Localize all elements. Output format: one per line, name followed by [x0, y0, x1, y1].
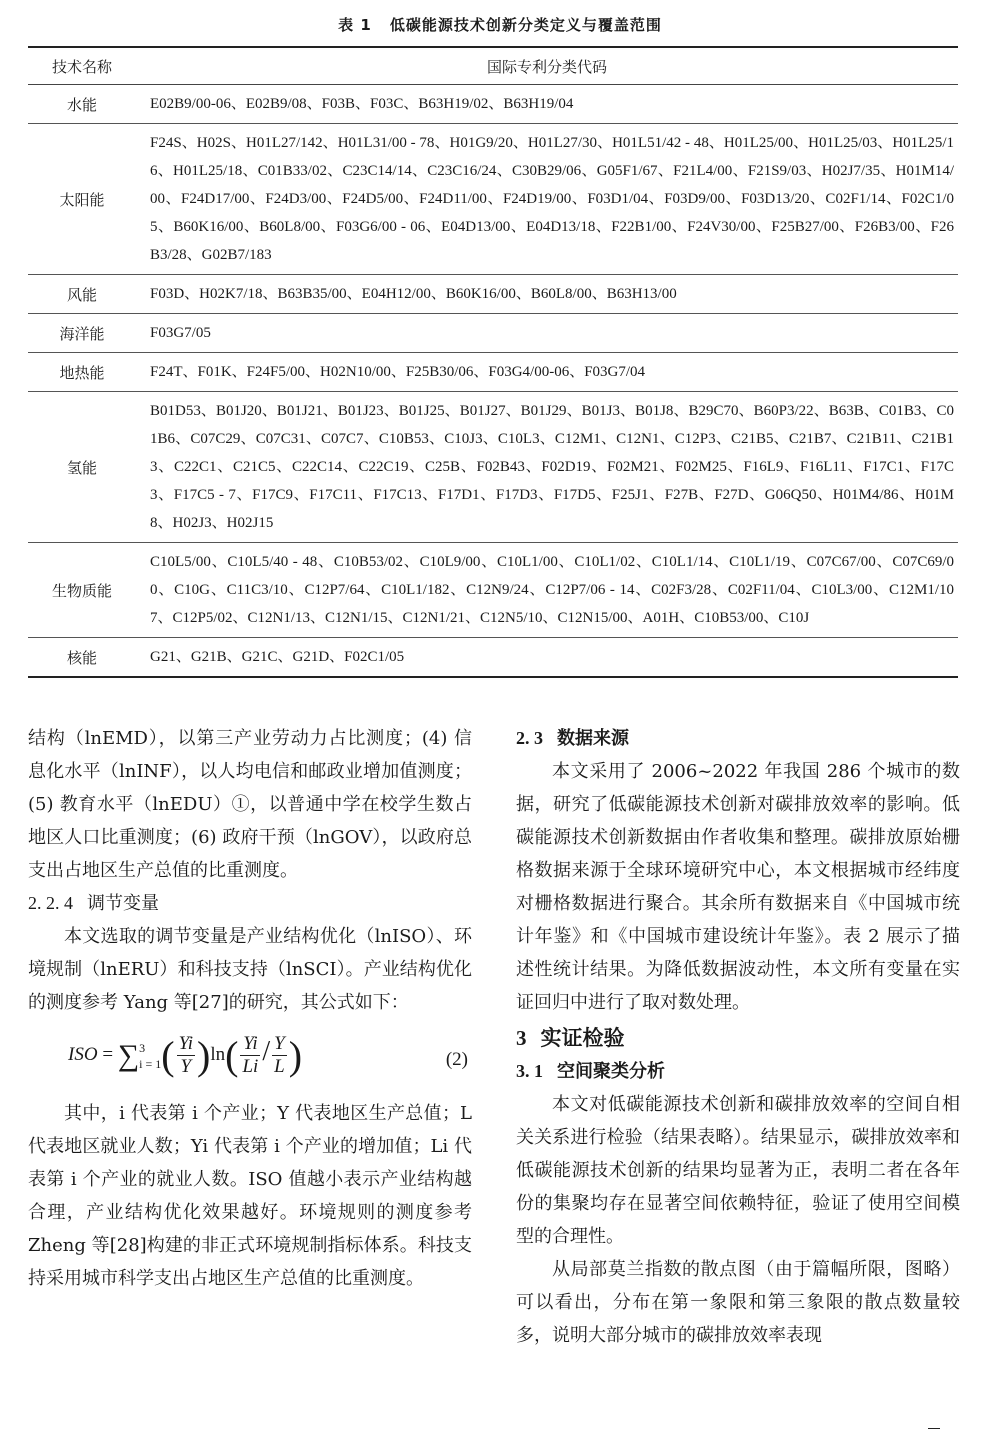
- table-row: [28, 124, 958, 275]
- section-title: 空间聚类分析: [557, 1061, 665, 1082]
- page-corner-mark: [928, 1428, 940, 1429]
- paragraph: 本文选取的调节变量是产业结构优化（lnISO）、环境规制（lnERU）和科技支持（lnSCI）。产业结构优化的测度参考 Yang 等[27]的研究，其公式如下：: [28, 926, 472, 1013]
- equation-iso: [28, 1025, 472, 1091]
- fraction-y-l: $\frac{Y}{L}$: [274, 1033, 285, 1077]
- row-name: 海洋能: [28, 314, 136, 353]
- table-row: [28, 314, 958, 353]
- row-codes: B01D53、B01J20、B01J21、B01J23、B01J25、B01J27、B01J29、B01J3、B01J8、B29C70、B60P3/22、B63B、C01B3、C01B6、C07C29、C07C31、C07C7、C10B53、C10J3、C10L3、C12M1、C12N1、C12P3、C21B5、C21B7、C21B11、C21B13、C22C1、C21C5、C22C14、C22C19、C25B、F02B43、F02D19、F02M21、F02M25、F16L9、F16L11、F17C1、F17C3、F17C5 - 7、F17C9、F17C11、F17C13、F17D1、F17D3、F17D5、F25J1、F27B、F27D、G06Q50、H01M4/86、H01M8、H02J3、H02J15: [136, 392, 958, 543]
- sum-symbol: ∑: [117, 1039, 140, 1072]
- header-ipc-code: 国际专利分类代码: [136, 47, 958, 85]
- paragraph: 本文采用了 2006~2022 年我国 286 个城市的数据，研究了低碳能源技术创新对碳排放效率的影响。低碳能源技术创新数据由作者收集和整理。碳排放原始栅格数据来源于全球环境研究中心，本文根据城市经纬度对栅格数据进行聚合。其余所有数据来自《中国城市统计年鉴》和《中国城市建设统计年鉴》。表 2 展示了描述性统计结果。为降低数据波动性，本文所有变量在实证回归中进行了取对数处理。: [516, 761, 960, 1013]
- table-row: [28, 275, 958, 314]
- row-codes: G21、G21B、G21C、G21D、F02C1/05: [136, 638, 958, 678]
- section-heading-3: [516, 1021, 960, 1055]
- row-name: 氢能: [28, 392, 136, 543]
- ln-symbol: ln: [210, 1043, 226, 1065]
- row-name: 生物质能: [28, 543, 136, 638]
- equation-lhs: ISO: [68, 1043, 98, 1065]
- classification-table: [28, 46, 958, 678]
- section-heading-3-1: [516, 1055, 960, 1088]
- header-tech-name: 技术名称: [28, 47, 136, 85]
- section-number: 3. 1: [516, 1061, 543, 1081]
- fraction-yi-li: $\frac{Yi}{Li}$: [242, 1033, 259, 1077]
- right-column: [516, 722, 960, 1352]
- row-name: 核能: [28, 638, 136, 678]
- section-number: 2. 2. 4: [28, 893, 73, 913]
- row-name: 太阳能: [28, 124, 136, 275]
- table-row: [28, 353, 958, 392]
- table-row: [28, 543, 958, 638]
- table-number: 表 1: [338, 16, 372, 34]
- equation-expression: ISO = ∑ 3 i = 1 ( $\frac{Yi}{Y}$ )ln( $\frac{Yi}{Li}$ / $\frac{Y}{L}$ ): [68, 1033, 303, 1078]
- fraction-yi-y: $\frac{Yi}{Y}$: [178, 1033, 194, 1077]
- paragraph: 其中，i 代表第 i 个产业；Y 代表地区生产总值；L 代表地区就业人数；Yi 代表第 i 个产业的增加值；Li 代表第 i 个产业的就业人数。ISO 值越小表示产业结构越合理，产业结构优化效果越好。环境规则的测度参考 Zheng 等[28]构建的非正式环境规制指标体系。科技支持采用城市科学支出占地区生产总值的比重测度。: [28, 1103, 472, 1289]
- row-codes: C10L5/00、C10L5/40 - 48、C10B53/02、C10L9/00、C10L1/00、C10L1/02、C10L1/14、C10L1/19、C07C67/00、C07C69/00、C10G、C11C3/10、C12P7/64、C10L1/182、C12N9/24、C12P7/06 - 14、C02F3/28、C02F11/04、C10L3/00、C12M1/107、C12P5/02、C12N1/13、C12N1/15、C12N1/21、C12N5/10、C12N15/00、A01H、C10B53/00、C10J: [136, 543, 958, 638]
- table-header-row: [28, 47, 958, 85]
- row-name: 风能: [28, 275, 136, 314]
- sum-limits: 3 i = 1: [139, 1040, 162, 1071]
- row-codes: F24S、H02S、H01L27/142、H01L31/00 - 78、H01G9/20、H01L27/30、H01L51/42 - 48、H01L25/00、H01L25/03、H01L25/16、H01L25/18、C01B33/02、C23C14/14、C23C16/24、C30B29/06、G05F1/67、F21L4/00、F21S9/03、H02J7/35、H01M14/00、F24D17/00、F24D3/00、F24D5/00、F24D11/00、F24D19/00、F03D1/04、F03D9/00、F03D13/20、C02F1/14、F02C1/05、B60K16/00、B60L8/00、F03G6/00 - 06、E04D13/00、E04D13/18、F22B1/00、F24V30/00、F25B27/00、F26B3/00、F26B3/28、G02B7/183: [136, 124, 958, 275]
- table-row: [28, 638, 958, 678]
- section-number: 3: [516, 1026, 527, 1050]
- table-row: [28, 85, 958, 124]
- table-caption: [0, 14, 1000, 35]
- row-name: 地热能: [28, 353, 136, 392]
- row-name: 水能: [28, 85, 136, 124]
- row-codes: F03D、H02K7/18、B63B35/00、E04H12/00、B60K16/00、B60L8/00、B63H13/00: [136, 275, 958, 314]
- section-heading-2-2-4: [28, 887, 472, 920]
- row-codes: F03G7/05: [136, 314, 958, 353]
- section-title: 调节变量: [87, 893, 159, 914]
- table-row: [28, 392, 958, 543]
- section-title: 实证检验: [540, 1026, 625, 1050]
- row-codes: E02B9/00-06、E02B9/08、F03B、F03C、B63H19/02、B63H19/04: [136, 85, 958, 124]
- equation-number: (2): [445, 1049, 468, 1070]
- paragraph: 本文对低碳能源技术创新和碳排放效率的空间自相关关系进行检验（结果表略）。结果显示，碳排放效率和低碳能源技术创新的结果均显著为正，表明二者在各年份的集聚均存在显著空间依赖特征，验证了使用空间模型的合理性。: [516, 1094, 960, 1247]
- left-column: [28, 722, 472, 1295]
- section-title: 数据来源: [557, 728, 629, 749]
- row-codes: F24T、F01K、F24F5/00、H02N10/00、F25B30/06、F03G4/00-06、F03G7/04: [136, 353, 958, 392]
- section-number: 2. 3: [516, 728, 543, 748]
- section-heading-2-3: [516, 722, 960, 755]
- paragraph: 结构（lnEMD），以第三产业劳动力占比测度；(4) 信息化水平（lnINF），以人均电信和邮政业增加值测度；(5) 教育水平（lnEDU）①，以普通中学在校学生数占地区人口比重测度；(6) 政府干预（lnGOV），以政府总支出占地区生产总值的比重测度。: [28, 728, 472, 881]
- paragraph: 从局部莫兰指数的散点图（由于篇幅所限，图略）可以看出，分布在第一象限和第三象限的散点数量较多，说明大部分城市的碳排放效率表现: [516, 1259, 960, 1346]
- table-title: 低碳能源技术创新分类定义与覆盖范围: [389, 16, 662, 34]
